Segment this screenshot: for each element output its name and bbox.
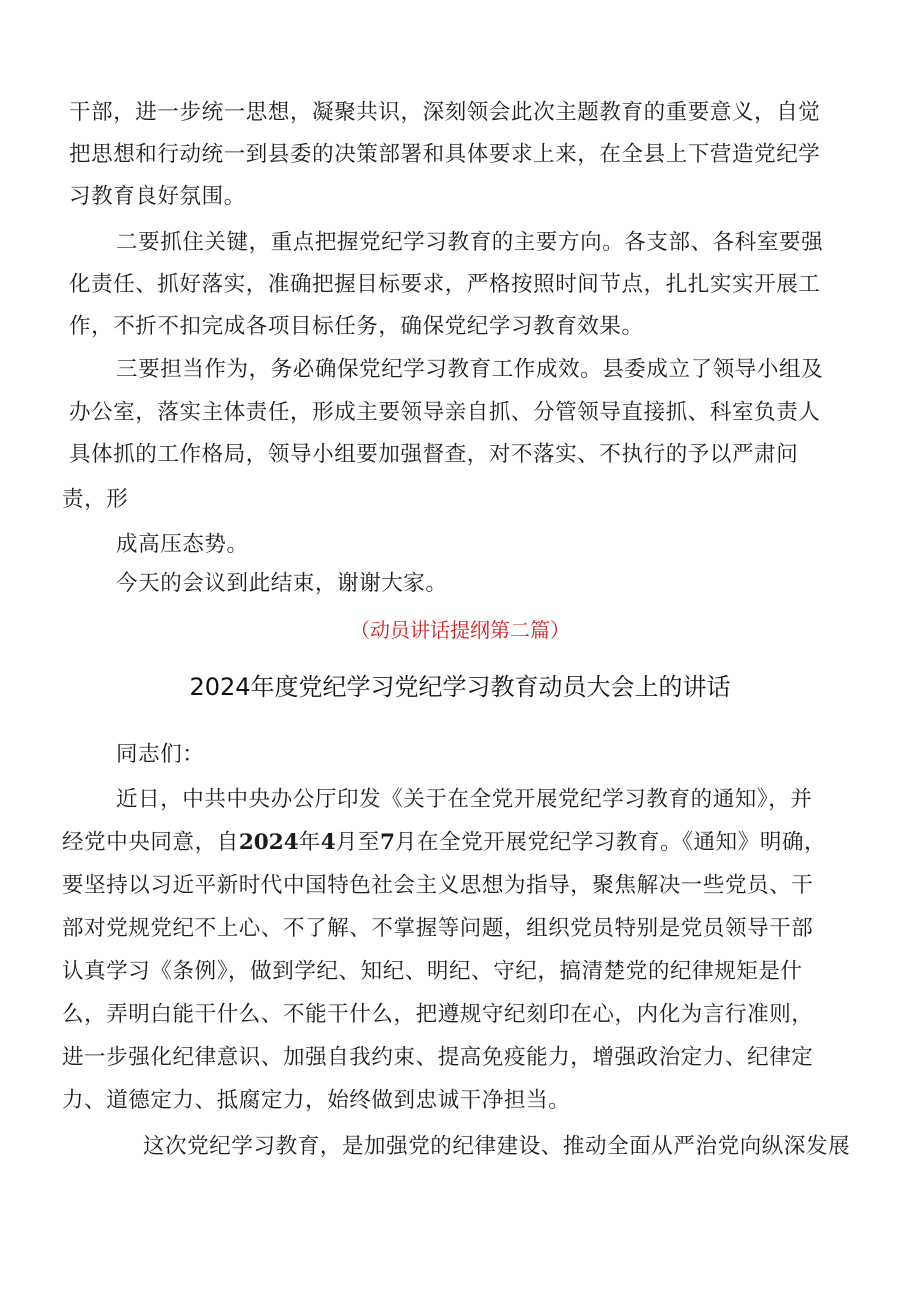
paragraph-line: 进一步强化纪律意识、加强自我约束、提高免疫能力，增强政治定力、纪律定 [62,1045,814,1070]
paragraph-line: 办公室，落实主体责任，形成主要领导亲自抓、分管领导直接抓、科室负责人 [69,400,821,425]
paragraph-line: 要坚持以习近平新时代中国特色社会主义思想为指导，聚焦解决一些党员、干 [62,873,814,898]
month-number: 7 [379,830,395,855]
paragraph-line: 部对党规党纪不上心、不了解、不掌握等问题，组织党员特别是党员领导干部 [62,916,814,941]
paragraph-line: 干部，进一步统一思想，凝聚共识，深刻领会此次主题教育的重要意义，自觉 [69,100,821,125]
paragraph-line: 么，弄明白能干什么、不能干什么，把遵规守纪刻印在心，内化为言行准则， [62,1002,814,1027]
section-label: （动员讲话提纲第二篇） [350,618,570,642]
text-run: 年 [298,830,321,855]
greeting: 同志们： [116,742,205,767]
paragraph-line: 近日，中共中央办公厅印发《关于在全党开展党纪学习教育的通知》，并 [116,787,813,812]
paragraph-line: 责，形 [62,487,129,512]
paragraph-line: 习教育良好氛围。 [69,184,246,209]
paragraph-line: 三要担当作为，务必确保党纪学习教育工作成效。县委成立了领导小组及 [116,357,824,382]
text-run: 月在全党开展党纪学习教育。《通知》明确， [394,830,827,855]
paragraph-line [62,828,826,858]
paragraph-line: 把思想和行动统一到县委的决策部署和具体要求上来，在全县上下营造党纪学 [69,142,821,167]
text-run: 月至 [335,830,380,855]
paragraph-line: 力、道德定力、抵腐定力，始终做到忠诚干净担当。 [62,1088,571,1113]
paragraph-line: 具体抓的工作格局，领导小组要加强督查，对不落实、不执行的予以严肃问 [69,442,799,467]
paragraph-line: 二要抓住关键，重点把握党纪学习教育的主要方向。各支部、各科室要强 [116,230,824,255]
paragraph-line: 成高压态势。 [116,532,249,557]
text-run: 经党中央同意，自 [62,830,239,855]
document-title: 2024年度党纪学习党纪学习教育动员大会上的讲话 [189,673,731,701]
paragraph-line: 这次党纪学习教育，是加强党的纪律建设、推动全面从严治党向纵深发展 [143,1134,851,1159]
paragraph-line: 认真学习《条例》，做到学纪、知纪、明纪、守纪，搞清楚党的纪律规矩是什 [62,959,803,984]
year-number: 2024 [238,830,299,855]
paragraph-line: 化责任、抓好落实，准确把握目标要求，严格按照时间节点，扎扎实实开展工 [69,272,821,297]
month-number: 4 [320,830,336,855]
paragraph-line: 作，不折不扣完成各项目标任务，确保党纪学习教育效果。 [69,314,644,339]
paragraph-line: 今天的会议到此结束，谢谢大家。 [116,571,448,596]
